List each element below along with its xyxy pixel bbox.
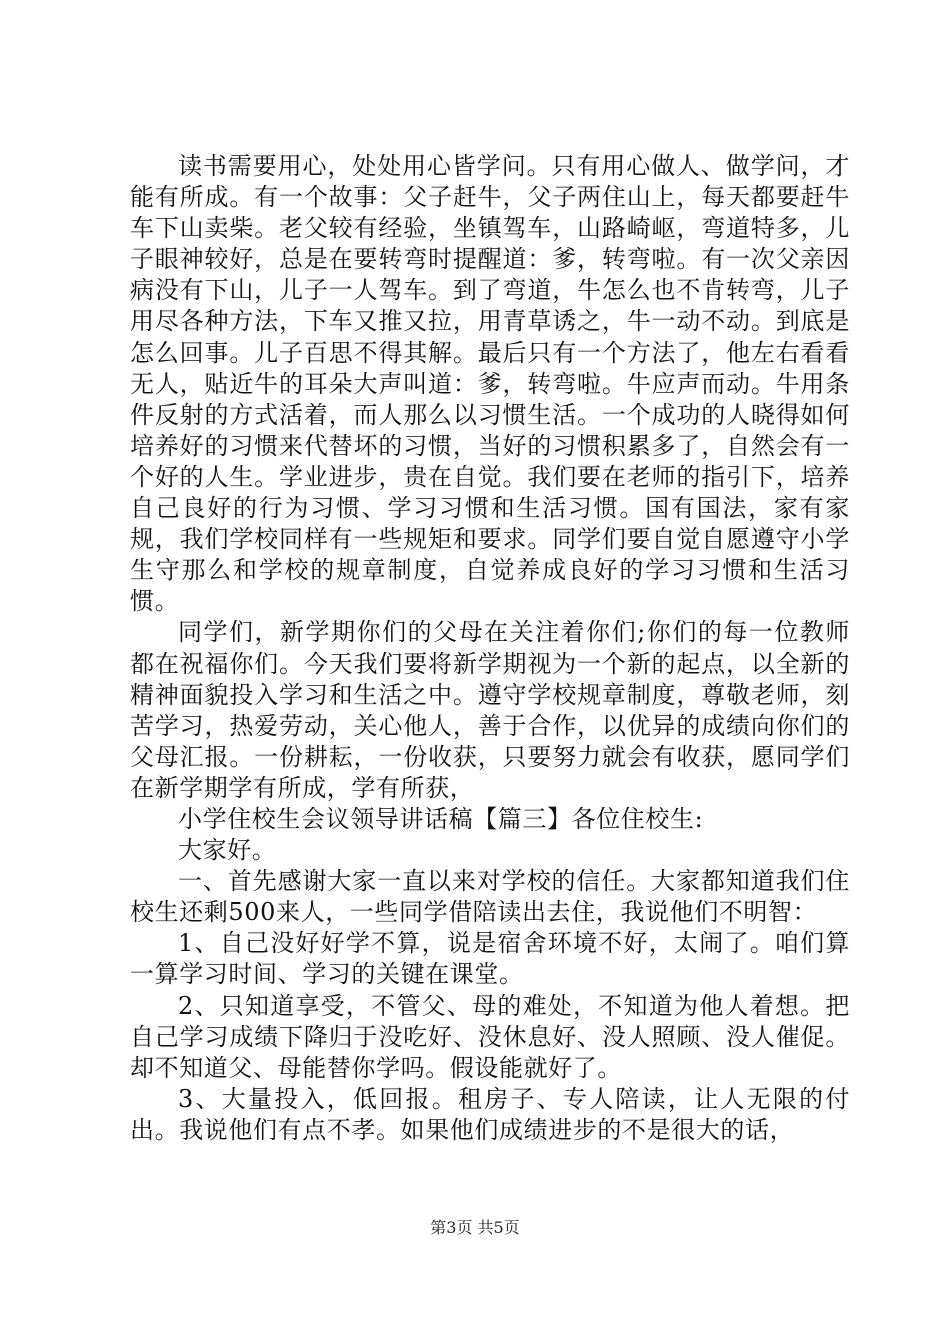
document-body [130,151,850,1146]
list-item: 2、只知道享受，不管父、母的难处，不知道为他人着想。把自己学习成绩下降归于没吃好、没休息好、没人照顾、没人催促。却不知道父、母能替你学吗。假设能就好了。 [130,991,850,1082]
section-heading: 小学住校生会议领导讲话稿【篇三】各位住校生: [178,804,704,833]
list-item: 3、大量投入，低回报。租房子、专人陪读，让人无限的付出。我说他们有点不孝。如果他们成绩进步的不是很大的话， [130,1084,850,1144]
paragraph: 一、首先感谢大家一直以来对学校的信任。大家都知道我们住校生还剩500来人，一些同学借陪读出去住，我说他们不明智： [130,867,850,927]
paragraph: 读书需要用心，处处用心皆学问。只有用心做人、做学问，才能有所成。有一个故事：父子赶牛，父子两住山上，每天都要赶牛车下山卖柴。老父较有经验，坐镇驾车，山路崎岖，弯道特多，儿子眼神较好，总是在要转弯时提醒道：爹，转弯啦。有一次父亲因病没有下山，儿子一人驾车。到了弯道，牛怎么也不肯转弯，儿子用尽各种方法，下车又推又拉，用青草诱之，牛一动不动。到底是怎么回事。儿子百思不得其解。最后只有一个方法了，他左右看看无人，贴近牛的耳朵大声叫道：爹，转弯啦。牛应声而动。牛用条件反射的方式活着，而人那么以习惯生活。一个成功的人晓得如何培养好的习惯来代替坏的习惯，当好的习惯积累多了，自然会有一个好的人生。学业进步，贵在自觉。我们要在老师的指引下，培养自己良好的行为习惯、学习习惯和生活习惯。国有国法，家有家规，我们学校同样有一些规矩和要求。同学们要自觉自愿遵守小学生守那么和学校的规章制度，自觉养成良好的学习习惯和生活习惯。 [130,152,850,616]
greeting: 大家好。 [178,836,277,865]
list-item: 1、自己没好好学不算，说是宿舍环境不好，太闹了。咱们算一算学习时间、学习的关键在课堂。 [130,929,850,989]
page-footer: 第3页 共5页 [430,1218,520,1237]
paragraph: 同学们，新学期你们的父母在关注着你们;你们的每一位教师都在祝福你们。今天我们要将新学期视为一个新的起点，以全新的精神面貌投入学习和生活之中。遵守学校规章制度，尊敬老师，刻苦学习，热爱劳动，关心他人，善于合作，以优异的成绩向你们的父母汇报。一份耕耘，一份收获，只要努力就会有收获，愿同学们在新学期学有所成，学有所获， [130,618,850,802]
